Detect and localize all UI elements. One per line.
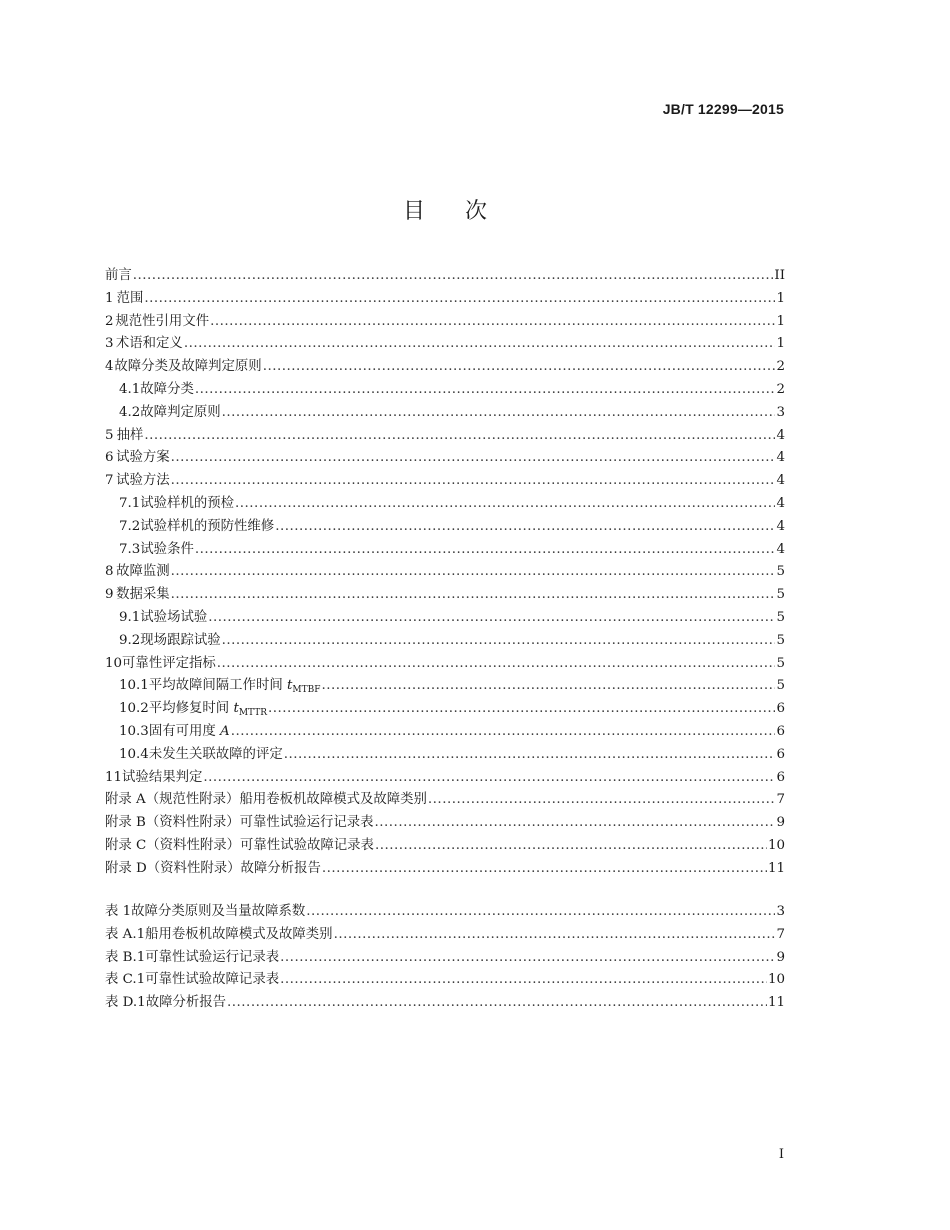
toc-entry-number: 附录 A (105, 792, 146, 808)
toc-entry-number: 4 (105, 359, 114, 375)
toc-entry-page: 6 (776, 723, 785, 739)
toc-entry-number: 3 (105, 336, 114, 352)
toc-entry-title: 试验场试验 (140, 609, 208, 625)
toc-entry-appendix-d[interactable] (105, 858, 785, 881)
toc-entry-number: 10.1 (119, 678, 149, 694)
toc-entry-page: 3 (776, 404, 785, 420)
toc-entry-page: II (774, 268, 785, 283)
toc-entry-title: 现场跟踪试验 (140, 632, 221, 648)
toc-entry-title: 范围 (116, 290, 144, 306)
toc-entry-9[interactable] (105, 584, 785, 607)
dot-leader (280, 947, 775, 970)
toc-entry-number: 1 (105, 290, 114, 306)
math-symbol: t (287, 678, 293, 694)
toc-entry-10-1[interactable] (105, 675, 785, 698)
table-entry-b1[interactable] (105, 947, 785, 970)
toc-entry-appendix-b[interactable] (105, 812, 785, 835)
toc-entry-number: 10.4 (119, 746, 149, 762)
toc-entry-page: 7 (776, 792, 785, 808)
dot-leader (280, 969, 767, 992)
toc-entry-title: 试验方案 (116, 450, 170, 466)
toc-entry-page: 4 (776, 495, 785, 511)
dot-leader (284, 744, 776, 767)
dot-leader (144, 288, 775, 311)
table-entry-c1[interactable] (105, 969, 785, 992)
toc-entry-page: 11 (767, 860, 785, 876)
dot-leader (133, 265, 774, 288)
toc-entry-10-2[interactable] (105, 698, 785, 721)
toc-entry-number: 9.2 (119, 632, 141, 648)
math-subscript: MTTR (238, 708, 267, 719)
table-entry-page: 7 (776, 926, 785, 942)
toc-entry-9-2[interactable] (105, 630, 785, 653)
toc-entry-page: 2 (776, 359, 785, 375)
toc-entry-page: 6 (776, 746, 785, 762)
table-entry-title: 故障分析报告 (145, 995, 227, 1011)
dot-leader (222, 402, 776, 425)
table-entry-title: 故障分类原则及当量故障系数 (131, 904, 306, 919)
toc-entry-10-4[interactable] (105, 744, 785, 767)
toc-entry-1[interactable] (105, 288, 785, 311)
math-symbol: t (233, 701, 239, 717)
toc-entry-number: 11 (105, 769, 123, 785)
dot-leader (171, 584, 776, 607)
toc-entry-4-1[interactable] (105, 379, 785, 402)
toc-entry-appendix-a[interactable] (105, 789, 785, 812)
list-of-tables (105, 901, 785, 1015)
toc-entry-page: 2 (776, 381, 785, 397)
dot-leader (231, 721, 776, 744)
toc-entry-number: 10.2 (119, 701, 149, 717)
dot-leader (235, 493, 775, 516)
toc-entry-page: 4 (776, 473, 785, 489)
toc-entry-9-1[interactable] (105, 607, 785, 630)
dot-leader (334, 924, 776, 947)
toc-entry-number: 9 (105, 587, 114, 603)
toc-entry-number: 8 (105, 564, 114, 580)
toc-entry-page: 1 (776, 290, 785, 306)
toc-entry-7-3[interactable] (105, 539, 785, 562)
table-entry-a1[interactable] (105, 924, 785, 947)
toc-entry-title: 规范性引用文件 (115, 313, 210, 329)
table-entry-number: 表 1 (105, 904, 132, 919)
toc-entry-title: 可靠性试验故障记录表 (240, 837, 374, 853)
dot-leader (210, 311, 775, 334)
dot-leader (306, 901, 775, 924)
table-entry-number: 表 D.1 (105, 995, 146, 1011)
toc-entry-title: 试验结果判定 (122, 769, 203, 785)
table-entry-title: 船用卷板机故障模式及故障类别 (145, 926, 333, 942)
page-title-part2: 次 (465, 199, 490, 224)
table-entry-number: 表 C.1 (105, 972, 146, 988)
toc-entry-foreword[interactable] (105, 265, 785, 288)
dot-leader (171, 561, 776, 584)
table-entry-page: 10 (767, 972, 785, 988)
dot-leader (184, 333, 776, 356)
toc-entry-title: 试验条件 (140, 541, 194, 557)
dot-leader (322, 858, 767, 881)
toc-entry-number: 附录 B (105, 815, 146, 831)
toc-entry-7-1[interactable] (105, 493, 785, 516)
table-entry-page: 9 (776, 949, 785, 965)
table-entry-1[interactable] (105, 901, 785, 924)
appendix-classification: （资料性附录） (145, 815, 240, 831)
toc-entry-title: 试验方法 (116, 473, 170, 489)
toc-entry-title: 未发生关联故障的评定 (148, 746, 283, 762)
dot-leader (171, 470, 776, 493)
toc-entry-page: 5 (776, 587, 785, 603)
page-title (0, 194, 892, 225)
toc-entry-7-2[interactable] (105, 516, 785, 539)
table-entry-page: 3 (776, 904, 785, 919)
toc-entry-title-text: 平均故障间隔工作时间 (148, 678, 283, 694)
toc-entry-2[interactable] (105, 311, 785, 334)
table-entry-page: 11 (767, 995, 785, 1011)
toc-entry-number: 9.1 (119, 609, 141, 625)
table-of-contents (105, 265, 785, 881)
toc-entry-7[interactable] (105, 470, 785, 493)
dot-leader (208, 607, 775, 630)
dot-leader (144, 425, 775, 448)
toc-entry-title: 试验样机的预防性维修 (140, 518, 275, 534)
toc-entry-5[interactable] (105, 425, 785, 448)
toc-entry-number: 6 (105, 450, 114, 466)
toc-entry-number: 10 (105, 655, 123, 671)
page-title-part1: 目 (402, 199, 427, 224)
dot-leader (375, 835, 767, 858)
toc-entry-number: 4.2 (119, 404, 141, 420)
math-subscript: MTBF (292, 685, 321, 696)
toc-entry-3[interactable] (105, 333, 785, 356)
toc-entry-title: 船用卷板机故障模式及故障类别 (239, 792, 427, 808)
toc-entry-title: 故障分类及故障判定原则 (114, 359, 262, 375)
table-entry-number: 表 B.1 (105, 949, 146, 965)
dot-leader (321, 675, 775, 698)
toc-entry-number: 7.2 (119, 518, 141, 534)
table-entry-title: 可靠性试验运行记录表 (145, 949, 280, 965)
appendix-classification: （资料性附录） (146, 860, 241, 876)
toc-entry-title: 故障分类 (140, 381, 194, 397)
toc-entry-4-2[interactable] (105, 402, 785, 425)
dot-leader (203, 767, 775, 790)
dot-leader (171, 447, 776, 470)
toc-entry-6[interactable] (105, 447, 785, 470)
dot-leader (222, 630, 776, 653)
toc-entry-page: 5 (776, 609, 785, 625)
toc-entry-title: 前言 (105, 268, 132, 283)
toc-entry-page: 5 (776, 632, 785, 648)
dot-leader (195, 379, 776, 402)
toc-entry-number: 5 (105, 427, 114, 443)
toc-entry-title: 抽样 (116, 427, 144, 443)
dot-leader (217, 653, 776, 676)
dot-leader (263, 356, 776, 379)
dot-leader (195, 539, 776, 562)
toc-entry-page: 5 (776, 564, 785, 580)
toc-entry-title: 故障分析报告 (240, 860, 321, 876)
toc-entry-title: 术语和定义 (115, 336, 183, 352)
toc-entry-10[interactable] (105, 653, 785, 676)
standard-code: JB/T 12299—2015 (662, 101, 784, 117)
toc-entry-title: 故障监测 (116, 564, 170, 580)
toc-entry-number: 附录 D (105, 860, 147, 876)
toc-entry-page: 5 (776, 655, 785, 671)
toc-entry-number: 10.3 (119, 723, 149, 739)
table-entry-number: 表 A.1 (105, 926, 146, 942)
page-number: I (778, 1147, 784, 1162)
table-entry-d1[interactable] (105, 992, 785, 1015)
table-entry-title: 可靠性试验故障记录表 (145, 972, 280, 988)
appendix-classification: （资料性附录） (146, 837, 241, 853)
toc-entry-page: 10 (767, 837, 785, 853)
toc-entry-title (149, 721, 230, 744)
toc-entry-number: 4.1 (119, 381, 141, 397)
toc-entry-page: 6 (776, 769, 785, 785)
toc-entry-number: 7 (105, 473, 114, 489)
appendix-classification: （规范性附录） (145, 792, 240, 808)
toc-entry-10-3[interactable] (105, 721, 785, 744)
toc-entry-page: 1 (776, 313, 785, 329)
dot-leader (268, 698, 775, 721)
toc-entry-11[interactable] (105, 767, 785, 790)
toc-entry-title: 试验样机的预检 (140, 495, 235, 511)
toc-entry-title: 数据采集 (116, 587, 170, 603)
toc-entry-number: 附录 C (105, 837, 147, 853)
toc-entry-number: 7.1 (119, 495, 141, 511)
dot-leader (227, 992, 767, 1015)
toc-entry-appendix-c[interactable] (105, 835, 785, 858)
toc-entry-page: 9 (776, 815, 785, 831)
toc-entry-4[interactable] (105, 356, 785, 379)
dot-leader (275, 516, 775, 539)
toc-entry-page: 5 (776, 678, 785, 694)
toc-entry-number: 2 (105, 313, 114, 329)
toc-entry-title: 可靠性评定指标 (122, 655, 216, 671)
toc-entry-8[interactable] (105, 561, 785, 584)
toc-entry-title: 可靠性试验运行记录表 (239, 815, 374, 831)
toc-entry-page: 4 (776, 450, 785, 466)
toc-entry-title: 故障判定原则 (140, 404, 221, 420)
toc-entry-title-text: 固有可用度 (148, 723, 216, 739)
dot-leader (375, 812, 776, 835)
toc-entry-number: 7.3 (119, 541, 141, 557)
math-symbol: A (220, 723, 230, 739)
toc-entry-page: 4 (776, 541, 785, 557)
dot-leader (428, 789, 776, 812)
toc-entry-title-text: 平均修复时间 (148, 701, 230, 717)
toc-entry-page: 6 (776, 701, 785, 717)
toc-entry-page: 4 (776, 427, 785, 443)
toc-entry-page: 4 (776, 518, 785, 534)
toc-entry-page: 1 (776, 336, 785, 352)
